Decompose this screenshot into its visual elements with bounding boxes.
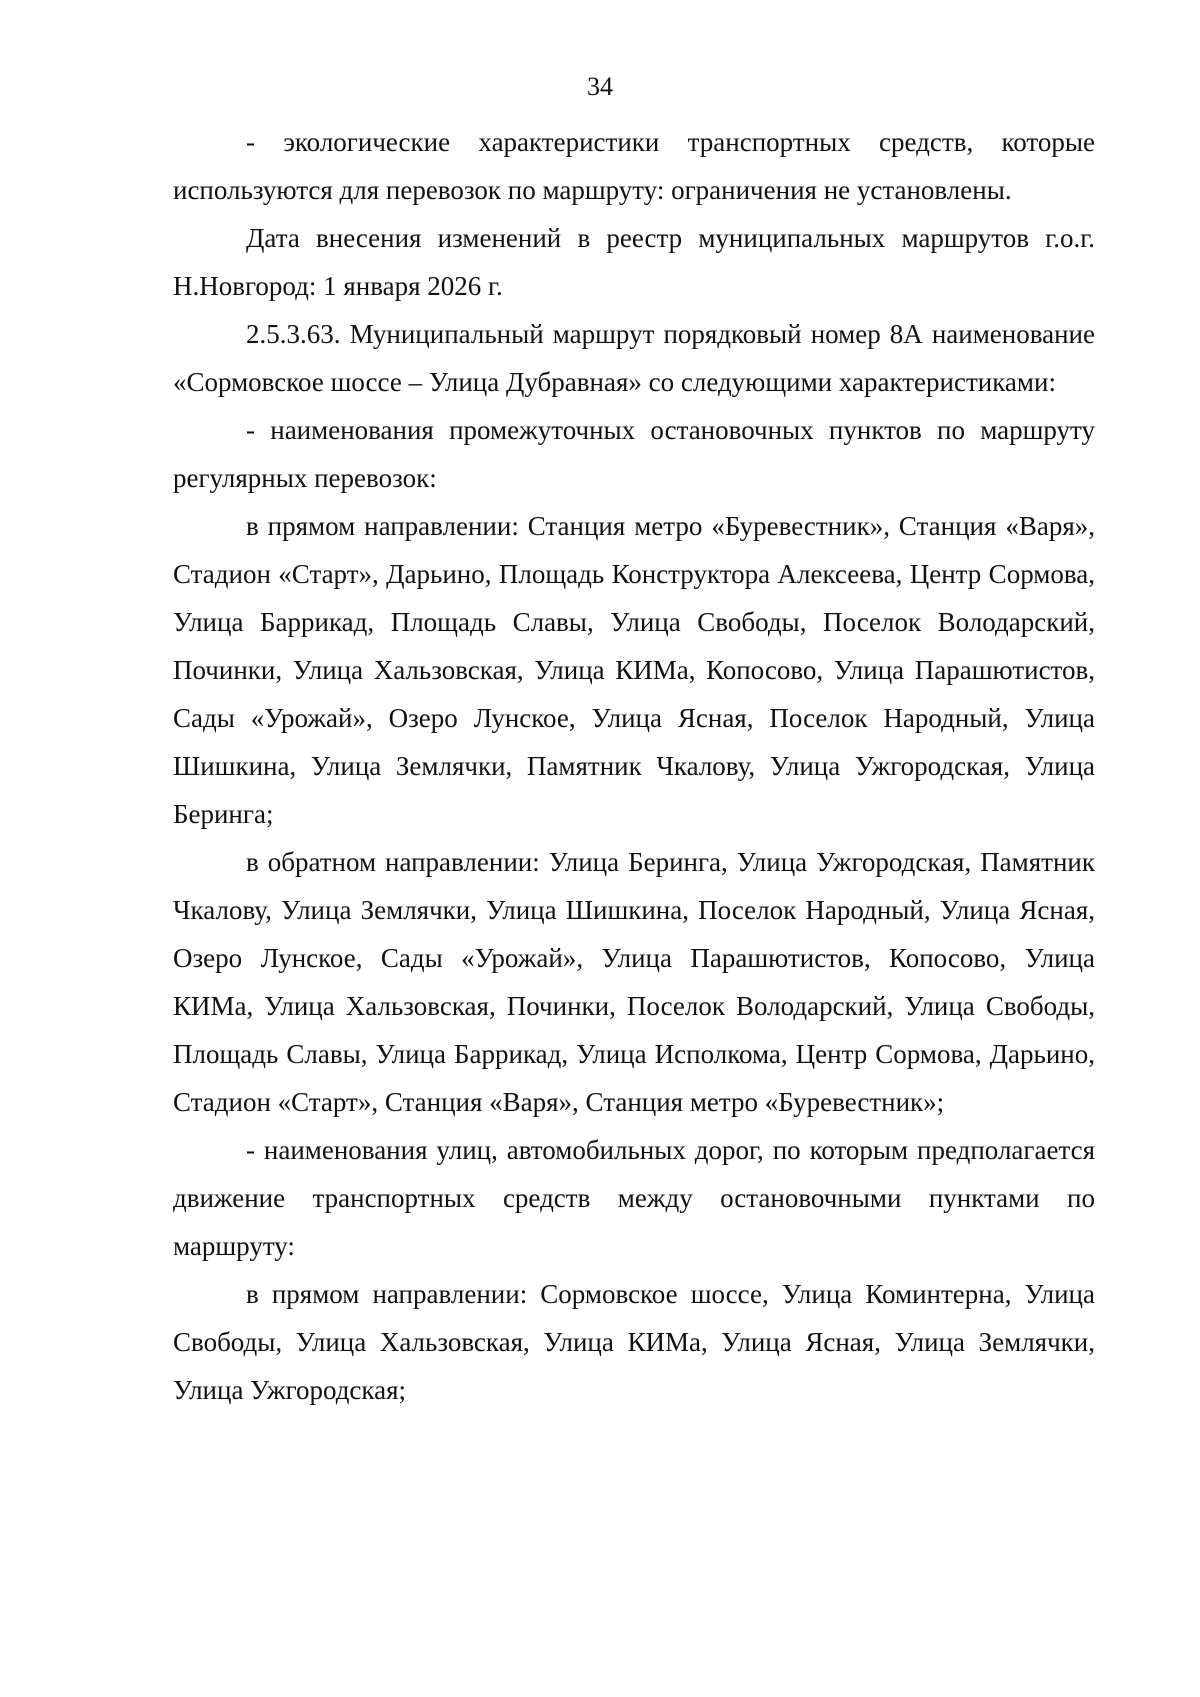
paragraph-streets-heading: - наименования улиц, автомобильных дорог, по которым предполагается движение транспортных средств между остановочными пунктами по маршруту: xyxy=(173,1135,1095,1261)
paragraph-stops-forward: в прямом направлении: Станция метро «Буревестник», Станция «Варя», Стадион «Старт», Дарьино, Площадь Конструктора Алексеева, Центр Сормова, Улица Баррикад, Площадь Славы, Улица Свободы, Поселок Володарский, Починки, Улица Хальзовская, Улица КИМа, Копосово, Улица Парашютистов, Сады «Урожай», Озеро Лунское, Улица Ясная, Поселок Народный, Улица Шишкина, Улица Землячки, Памятник Чкалову, Улица Ужгородская, Улица Беринга; xyxy=(173,511,1095,829)
page-number: 34 xyxy=(587,72,613,101)
paragraph-change-date: Дата внесения изменений в реестр муниципальных маршрутов г.о.г. Н.Новгород: 1 января 2026 г. xyxy=(173,223,1095,301)
paragraph-ecology: - экологические характеристики транспортных средств, которые используются для перевозок по маршруту: ограничения не установлены. xyxy=(173,127,1095,205)
paragraph-route-title: 2.5.3.63. Муниципальный маршрут порядковый номер 8А наименование «Сормовское шоссе – Улица Дубравная» со следующими характеристиками: xyxy=(173,319,1095,397)
paragraph-stops-heading: - наименования промежуточных остановочных пунктов по маршруту регулярных перевозок: xyxy=(173,415,1095,493)
paragraph-streets-forward: в прямом направлении: Сормовское шоссе, Улица Коминтерна, Улица Свободы, Улица Хальзовская, Улица КИМа, Улица Ясная, Улица Землячки, Улица Ужгородская; xyxy=(173,1279,1095,1405)
paragraph-stops-backward: в обратном направлении: Улица Беринга, Улица Ужгородская, Памятник Чкалову, Улица Землячки, Улица Шишкина, Поселок Народный, Улица Ясная, Озеро Лунское, Сады «Урожай», Улица Парашютистов, Копосово, Улица КИМа, Улица Хальзовская, Починки, Поселок Володарский, Улица Свободы, Площадь Славы, Улица Баррикад, Улица Исполкома, Центр Сормова, Дарьино, Стадион «Старт», Станция «Варя», Станция метро «Буревестник»; xyxy=(173,847,1095,1117)
document-body xyxy=(173,118,1095,1414)
